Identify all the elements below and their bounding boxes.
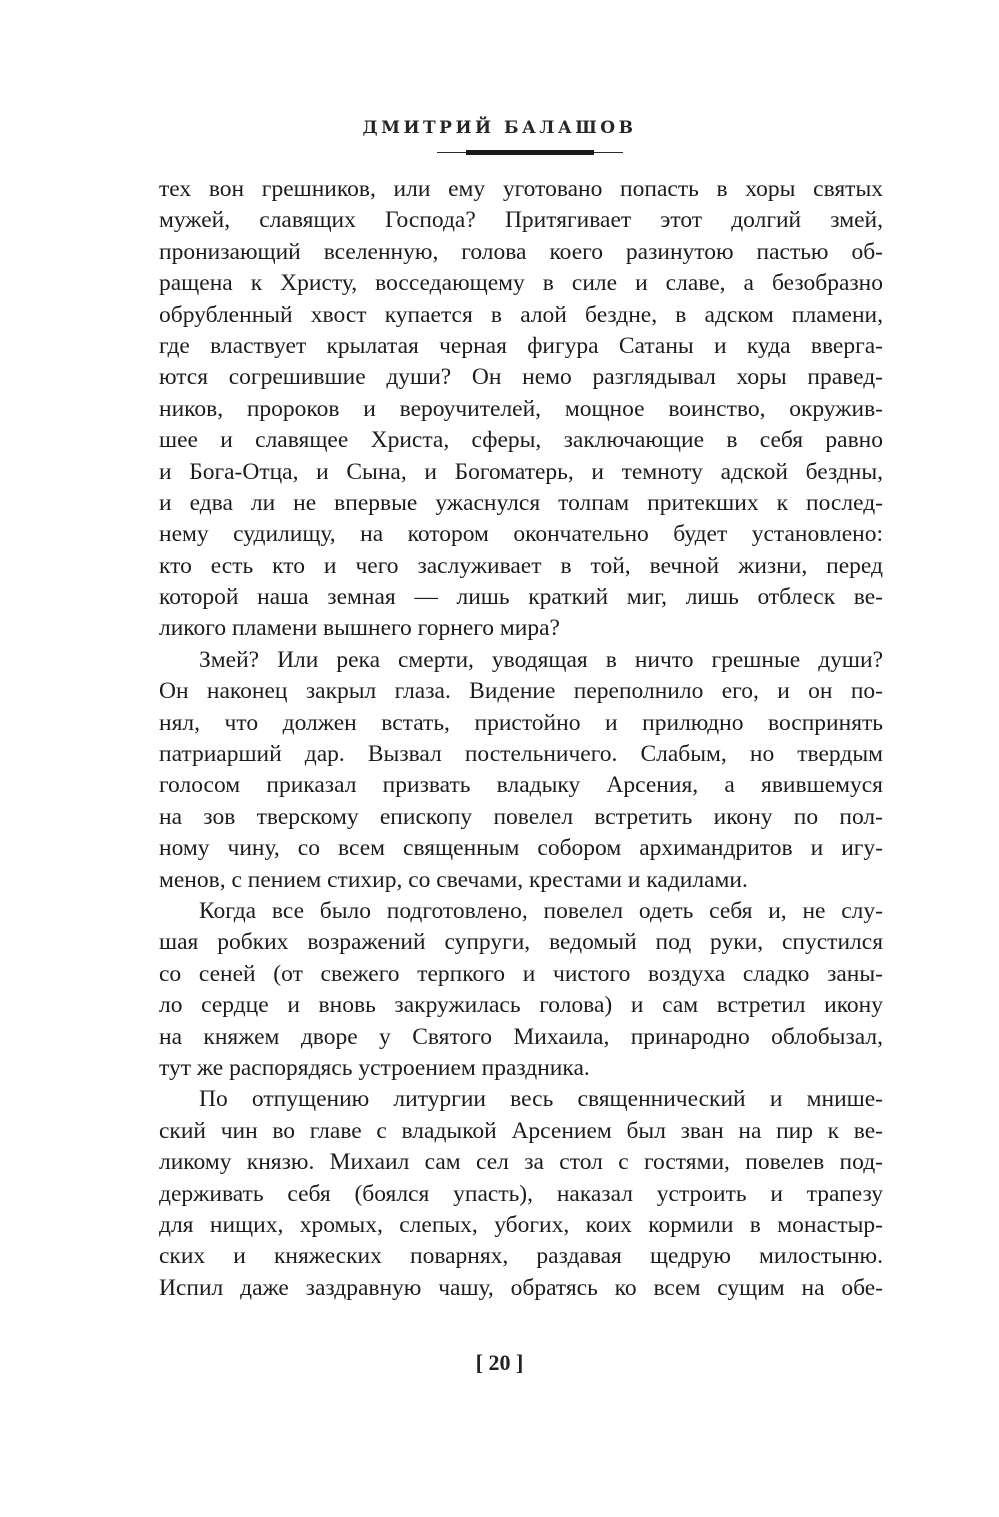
text-line: менов, с пением стихир, со свечами, крестами и кадилами.	[159, 866, 748, 893]
text-line: где властвует крылатая черная фигура Сатаны и куда вверга-	[159, 332, 883, 359]
text-line: шая робких возражений супруги, ведомый под руки, спустился	[159, 929, 883, 956]
text-line: шее и славящее Христа, сферы, заключающие в себя равно	[159, 427, 883, 454]
text-line: ному чину, со всем священным собором архимандритов и игу-	[159, 835, 883, 862]
text-line: ликого пламени вышнего горнего мира?	[159, 615, 560, 642]
text-line: пронизающий вселенную, голова коего разинутою пастью об-	[159, 238, 883, 265]
text-line: ский чин во главе с владыкой Арсением был зван на пир к ве-	[159, 1117, 883, 1144]
text-line: ются согрешившие души? Он немо разглядывал хоры правед-	[159, 364, 883, 391]
text-line: держивать себя (боялся упасть), наказал устроить и трапезу	[159, 1180, 883, 1207]
text-line: на княжем дворе у Святого Михаила, принародно облобызал,	[159, 1023, 883, 1050]
text-line: которой наша земная — лишь краткий миг, лишь отблеск ве-	[159, 584, 883, 611]
text-line: и едва ли не впервые ужаснулся толпам притекших к послед-	[159, 489, 883, 516]
text-line: ских и княжеских поварнях, раздавая щедрую милостыню.	[159, 1243, 883, 1270]
text-line: ращена к Христу, восседающему в силе и славе, а безобразно	[159, 270, 883, 297]
header-rule-accent	[466, 150, 594, 155]
text-line: со сеней (от свежего терпкого и чистого воздуха сладко заны-	[159, 960, 883, 987]
text-line: ликому князю. Михаил сам сел за стол с гостями, повелев под-	[159, 1149, 883, 1176]
text-line: Испил даже заздравную чашу, обратясь ко всем сущим на обе-	[159, 1274, 883, 1301]
text-line: тех вон грешников, или ему уготовано попасть в хоры святых	[159, 176, 883, 202]
text-line: патриарший дар. Вызвал постельничего. Слабым, но твердым	[159, 741, 883, 768]
text-line: голосом приказал призвать владыку Арсения, а явившемуся	[159, 772, 883, 799]
text-line: тут же распорядясь устроением праздника.	[159, 1054, 590, 1081]
text-line: Он наконец закрыл глаза. Видение переполнило его, и он по-	[159, 678, 883, 705]
paragraph-start-line: Когда все было подготовлено, повелел одеть себя и, не слу-	[199, 897, 883, 924]
paragraph-start-line: Змей? Или река смерти, уводящая в ничто грешные души?	[199, 646, 883, 673]
text-line: мужей, славящих Господа? Притягивает этот долгий змей,	[159, 207, 883, 234]
text-line: ников, пророков и вероучителей, мощное воинство, окружив-	[159, 395, 883, 422]
text-line: для нищих, хромых, слепых, убогих, коих кормили в монастыр-	[159, 1211, 883, 1238]
running-head-author: ДМИТРИЙ БАЛАШОВ	[362, 118, 637, 138]
text-line: на зов тверскому епископу повелел встретить икону по пол-	[159, 803, 883, 830]
text-line: и Бога-Отца, и Сына, и Богоматерь, и темноту адской бездны,	[159, 458, 883, 485]
text-line: обрубленный хвост купается в алой бездне, в адском пламени,	[159, 301, 883, 328]
text-line: нему судилищу, на котором окончательно будет установлено:	[159, 521, 883, 548]
text-line: нял, что должен встать, пристойно и прилюдно воспринять	[159, 709, 883, 736]
text-line: ло сердце и вновь закружилась голова) и сам встретил икону	[159, 992, 883, 1019]
body-text	[159, 174, 883, 1304]
paragraph-start-line: По отпущению литургии весь священнический и мнише-	[199, 1086, 883, 1113]
text-line: кто есть кто и чего заслуживает в той, вечной жизни, перед	[159, 552, 883, 579]
page-number: [ 20 ]	[475, 1350, 524, 1375]
